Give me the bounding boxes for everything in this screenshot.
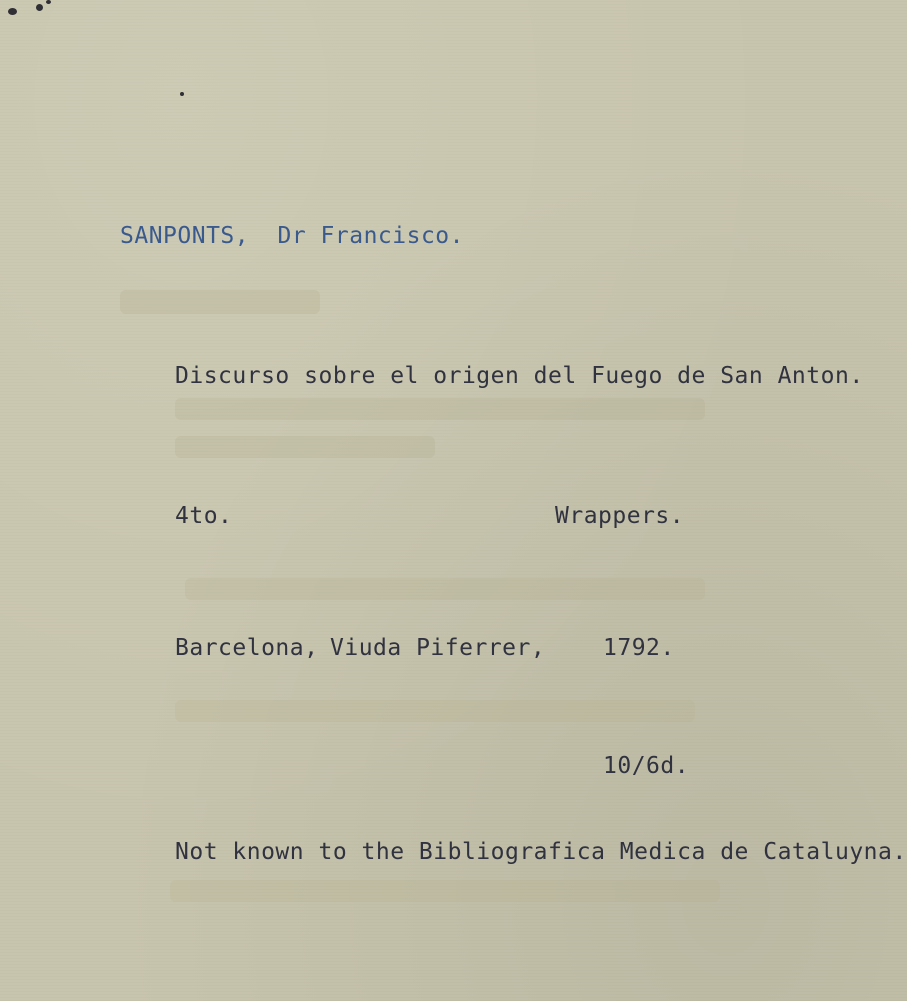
book-title: Discurso sobre el origen del Fuego de San Anton. bbox=[175, 363, 864, 389]
imprint-publisher: Viuda Piferrer, bbox=[330, 635, 546, 661]
show-through-smudge bbox=[175, 436, 435, 458]
ink-speck bbox=[46, 0, 51, 4]
price: 10/6d. bbox=[603, 753, 690, 779]
book-binding: Wrappers. bbox=[555, 503, 685, 529]
ink-speck bbox=[180, 92, 184, 96]
ink-speck bbox=[8, 8, 17, 15]
bibliographic-note: Not known to the Bibliografica Medica de Cataluyna. bbox=[175, 839, 907, 865]
show-through-smudge bbox=[185, 578, 705, 600]
show-through-smudge bbox=[120, 290, 320, 314]
show-through-smudge bbox=[175, 398, 705, 420]
author-name bbox=[120, 222, 464, 250]
author-forename: Dr Francisco. bbox=[277, 223, 464, 249]
show-through-smudge bbox=[170, 880, 720, 902]
show-through-smudge bbox=[175, 700, 695, 722]
ink-speck bbox=[36, 4, 43, 11]
book-format: 4to. bbox=[175, 503, 233, 529]
imprint-year: 1792. bbox=[603, 635, 675, 661]
author-surname: SANPONTS, bbox=[120, 223, 250, 249]
imprint-place: Barcelona, bbox=[175, 635, 319, 661]
